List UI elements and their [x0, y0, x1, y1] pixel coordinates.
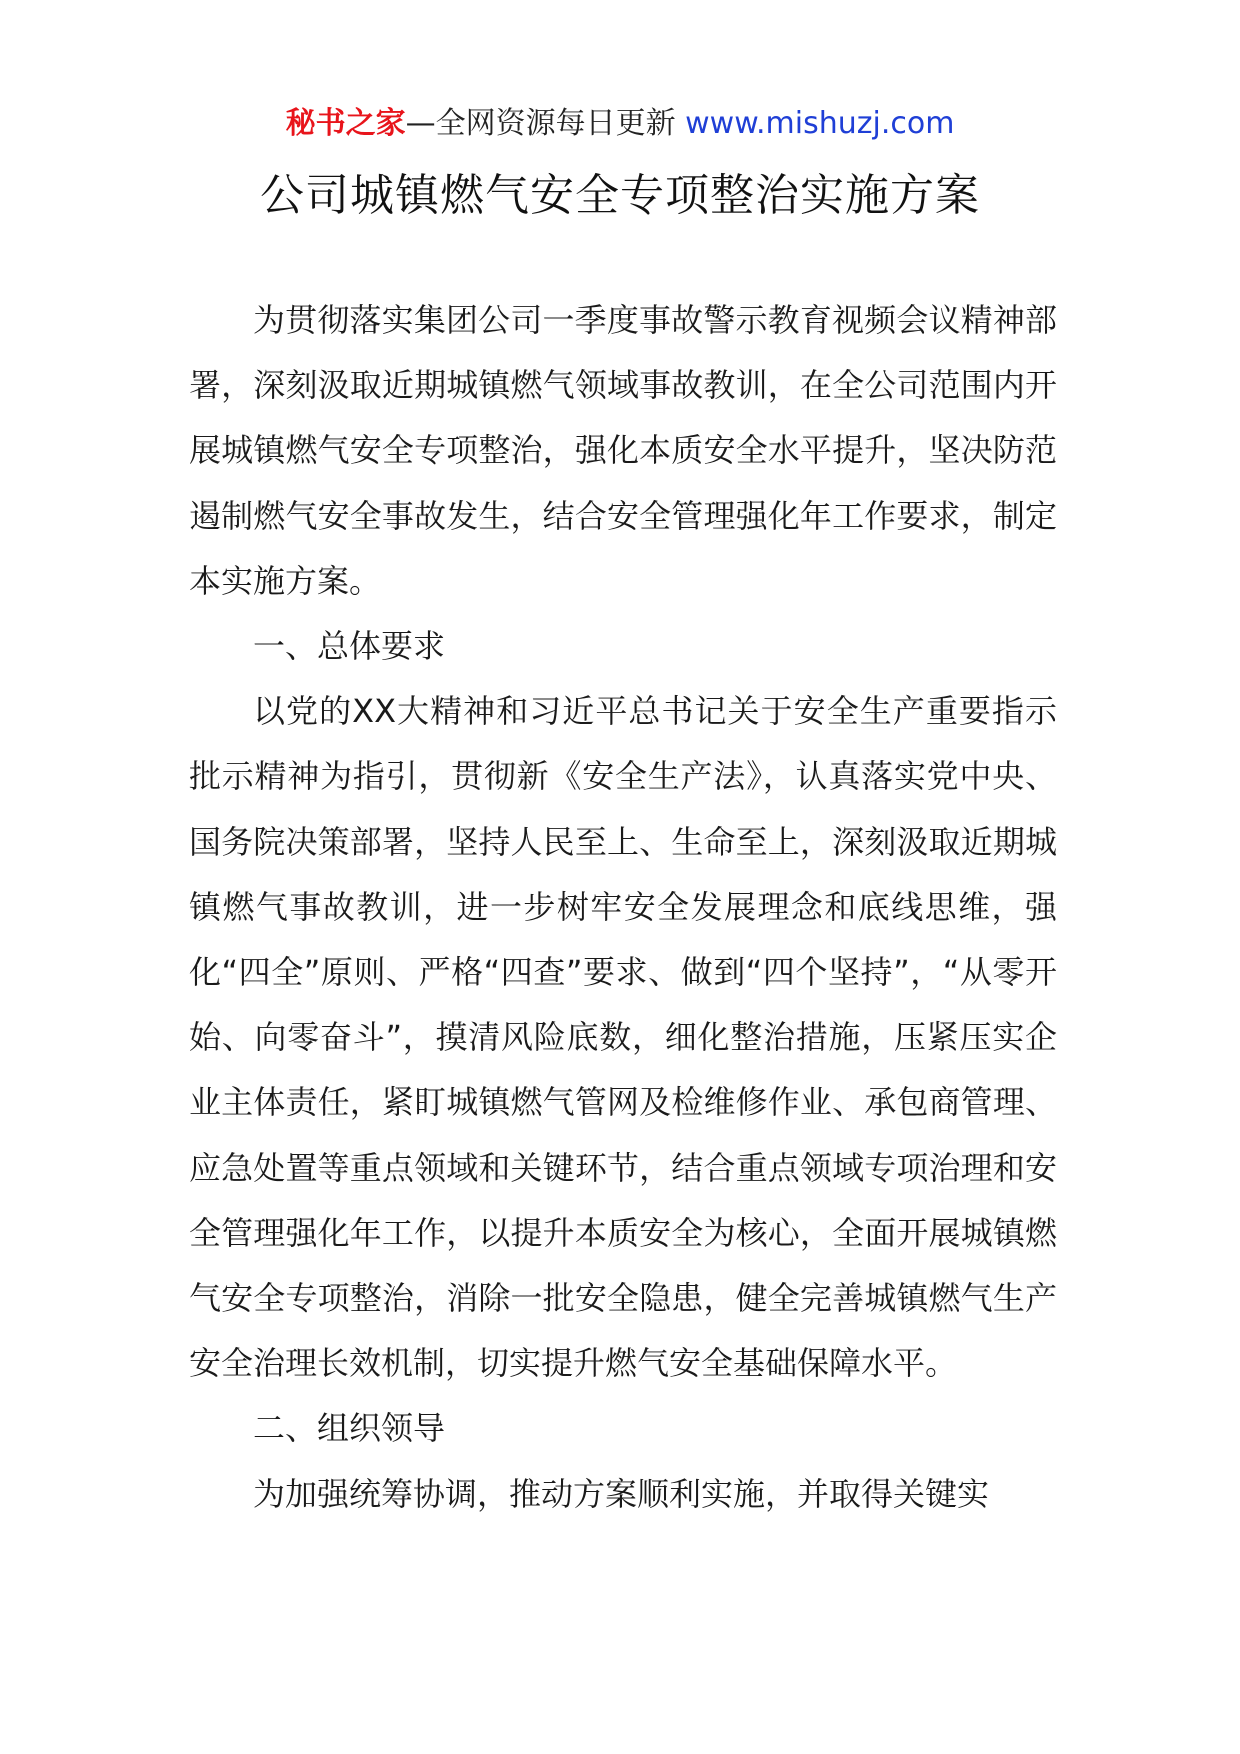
- intro-paragraph: 为贯彻落实集团公司一季度事故警示教育视频会议精神部署，深刻汲取近期城镇燃气领域事故教训，在全公司范围内开展城镇燃气安全专项整治，强化本质安全水平提升，坚决防范遏制燃气安全事故发生，结合安全管理强化年工作要求，制定本实施方案。: [189, 301, 1057, 600]
- section-heading-organization-leadership: 二、组织领导: [253, 1409, 446, 1448]
- document-title: 公司城镇燃气安全专项整治实施方案: [260, 170, 980, 221]
- brand-name: 秘书之家: [285, 106, 406, 141]
- banner-slogan: —全网资源每日更新: [405, 106, 676, 141]
- document-body: [189, 288, 1057, 1527]
- site-banner: [0, 104, 1240, 144]
- section-heading-general-requirements: 一、总体要求: [253, 627, 446, 666]
- general-requirements-paragraph: 以党的XX大精神和习近平总书记关于安全生产重要指示批示精神为指引，贯彻新《安全生产法》，认真落实党中央、国务院决策部署，坚持人民至上、生命至上，深刻汲取近期城镇燃气事故教训，进一步树牢安全发展理念和底线思维，强化“四全”原则、严格“四查”要求、做到“四个坚持”，“从零开始、向零奋斗”，摸清风险底数，细化整治措施，压紧压实企业主体责任，紧盯城镇燃气管网及检维修作业、承包商管理、应急处置等重点领域和关键环节，结合重点领域专项治理和安全管理强化年工作，以提升本质安全为核心，全面开展城镇燃气安全专项整治，消除一批安全隐患，健全完善城镇燃气生产安全治理长效机制，切实提升燃气安全基础保障水平。: [189, 692, 1057, 1383]
- site-link[interactable]: www.mishuzj.com: [685, 106, 955, 141]
- organization-leadership-paragraph: 为加强统筹协调，推动方案顺利实施，并取得关键实: [253, 1474, 990, 1513]
